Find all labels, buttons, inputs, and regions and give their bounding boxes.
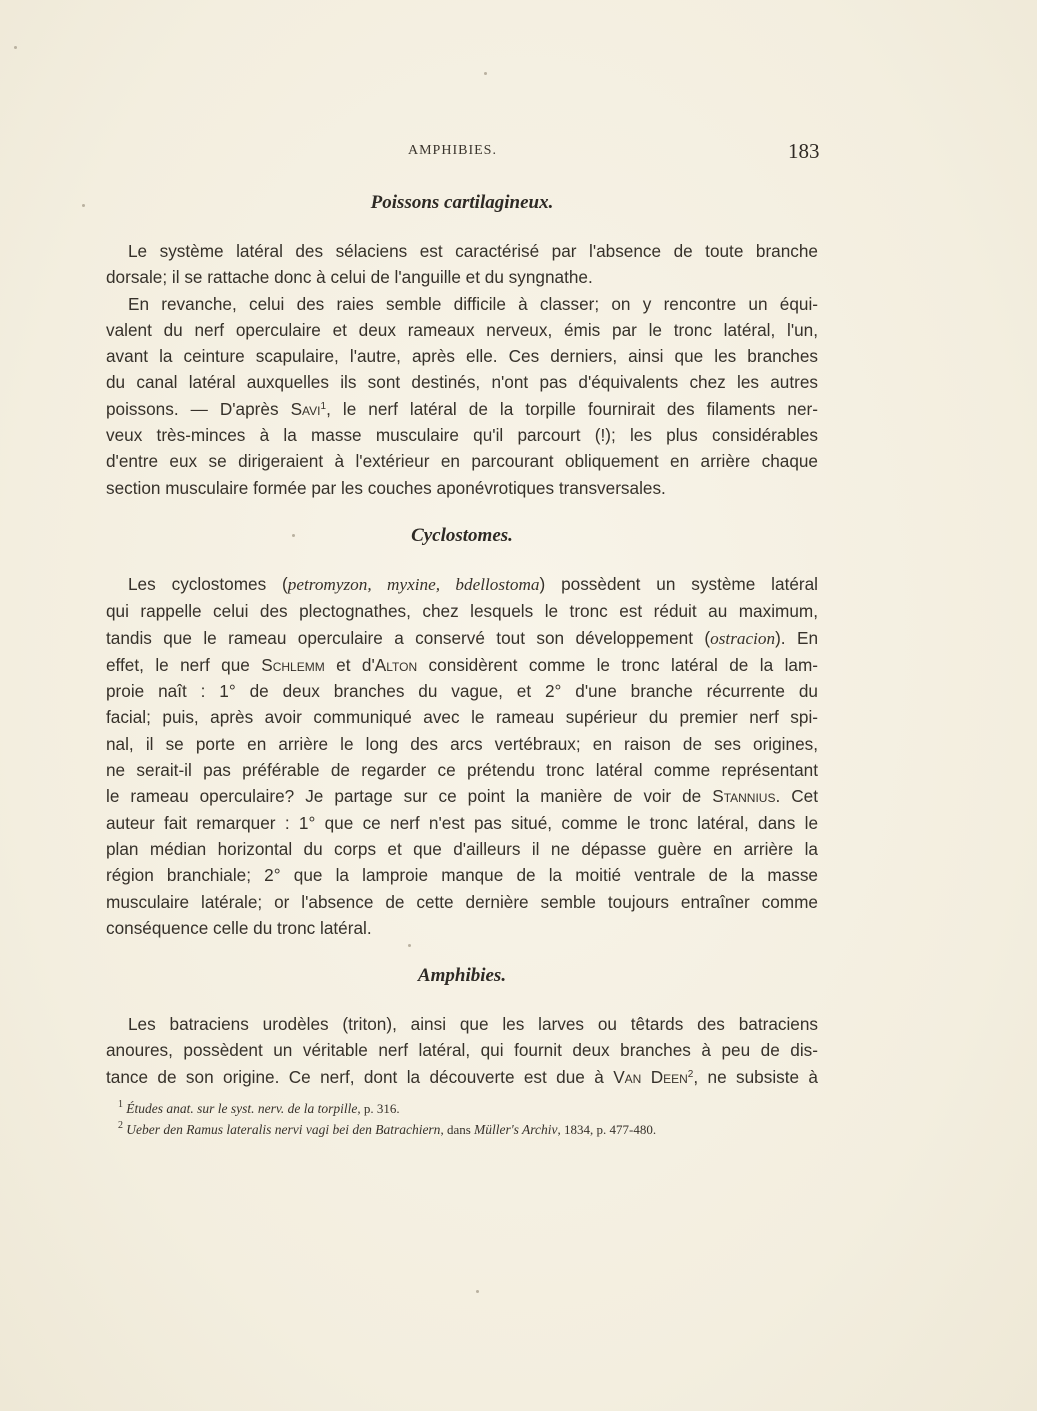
paper-speck [476, 1290, 479, 1293]
author-name: Alton [374, 654, 418, 675]
text-line: valent du nerf operculaire et deux rameaux nerveux, émis par le tronc latéral, l'un, [106, 319, 818, 340]
paper-speck [82, 204, 85, 207]
text-line [106, 783, 818, 809]
author-name: Savi [290, 398, 321, 419]
footnote-journal: Müller's Archiv [474, 1122, 558, 1137]
footnote-ref[interactable]: 2 [687, 1068, 694, 1080]
author-name: Stannius [712, 786, 776, 807]
footnote-text: , p. 316. [357, 1101, 400, 1116]
text-fragment: Les cyclostomes ( [128, 573, 288, 594]
section-title-cyclostomes: Cyclostomes. [411, 524, 513, 546]
text-line: auteur fait remarquer : 1° que ce nerf n'est pas situé, comme le tronc latéral, dans le [106, 812, 818, 833]
text-line: Les batraciens urodèles (triton), ainsi que les larves ou têtards des batraciens [128, 1014, 818, 1035]
text-line [106, 571, 818, 598]
footnote-text: , dans [440, 1122, 475, 1137]
text-line: nal, il se porte en arrière le long des arcs vertébraux; en raison de ses origines, [106, 733, 818, 754]
author-name: Van Deen [613, 1066, 688, 1087]
paragraph [106, 238, 818, 291]
text-fragment: ). En [775, 627, 818, 648]
text-line: section musculaire formée par les couches aponévrotiques transversales. [106, 477, 666, 498]
text-fragment: poissons. — D'après [106, 398, 291, 419]
footnote-ref[interactable]: 1 [320, 400, 327, 412]
footnote [118, 1098, 818, 1119]
text-line: Le système latéral des sélaciens est caractérisé par l'absence de toute branche [128, 241, 818, 261]
body-text [106, 190, 818, 1090]
text-fragment: tandis que le rameau operculaire a conservé tout son développement ( [106, 627, 711, 648]
text-line: veux très-minces à la masse musculaire qu'il parcourt (!); les plus considérables [106, 425, 818, 446]
text-fragment: , ne subsiste à [693, 1066, 818, 1087]
text-fragment: le nerf latéral de la torpille fournirait des filaments ner- [342, 398, 818, 419]
text-line: proie naît : 1° de deux branches du vague, et 2° d'une branche récurrente du [106, 681, 818, 702]
text-fragment: . Cet [775, 786, 818, 807]
genus-names: petromyzon, myxine, bdellostoma [287, 574, 540, 594]
text-line [106, 625, 818, 652]
paragraph [106, 571, 818, 941]
footnotes [118, 1098, 818, 1140]
text-line: avant la ceinture scapulaire, l'autre, après elle. Ces derniers, ainsi que les branches [106, 346, 818, 367]
text-line: ne serait-il pas préférable de regarder ce prétendu tronc latéral comme représentant [106, 760, 818, 781]
section-title-poissons: Poissons cartilagineux. [370, 192, 554, 213]
text-line: d'entre eux se dirigeraient à l'extérieur en parcourant obliquement en arrière chaque [106, 451, 818, 472]
paper-speck [484, 72, 487, 75]
genus-name: ostracion [710, 628, 776, 648]
text-line: région branchiale; 2° que la lamproie manque de la moitié ventrale de la masse [106, 865, 818, 886]
text-line: poissons. — D'après Savi$^1$, le nerf latéral de la torpille fournirait des filaments ner- [106, 398, 818, 419]
footnote-title: Ueber den Ramus lateralis nervi vagi bei den Batrachiern [126, 1122, 441, 1137]
running-title: AMPHIBIES. [408, 143, 497, 158]
page-number: 183 [788, 139, 820, 163]
text-line: musculaire latérale; or l'absence de cette dernière semble toujours entraîner comme [106, 891, 818, 912]
running-head [0, 141, 1037, 165]
footnote [118, 1119, 818, 1140]
text-line: plan médian horizontal du corps et que d'ailleurs il ne dépasse guère en arrière la [106, 838, 818, 859]
footnote-text: , 1834, p. 477-480. [557, 1122, 657, 1137]
text-line [106, 652, 818, 678]
text-line: dorsale; il se rattache donc à celui de l'anguille et du syngnathe. [106, 267, 593, 288]
text-fragment: considèrent comme le tronc latéral de la lam- [417, 654, 818, 675]
text-line [106, 1064, 818, 1090]
footnote-mark: 1 [118, 1099, 123, 1110]
text-line: facial; puis, après avoir communiqué avec le rameau supérieur du premier nerf spi- [106, 707, 818, 728]
section-title-amphibies: Amphibies. [417, 965, 507, 987]
text-line: qui rappelle celui des plectognathes, chez lesquels le tronc est réduit au maximum, [106, 601, 818, 622]
text-fragment: et d' [324, 654, 375, 675]
footnote-mark: 2 [118, 1120, 123, 1131]
paper-speck [14, 46, 17, 49]
footnote-title: Études anat. sur le syst. nerv. de la torpille [126, 1101, 358, 1116]
text-fragment: le rameau operculaire? Je partage sur ce point la manière de voir de [106, 786, 713, 807]
text-line: anoures, possèdent un véritable nerf latéral, qui fournit deux branches à peu de dis- [106, 1040, 818, 1061]
text-line: conséquence celle du tronc latéral. [106, 917, 372, 938]
text-fragment: tance de son origine. Ce nerf, dont la découverte est due à [106, 1066, 614, 1087]
text-line: du canal latéral auxquelles ils sont destinés, n'ont pas d'équivalents chez les autres [106, 372, 818, 393]
author-name: Schlemm [261, 654, 325, 675]
text-fragment: ) possèdent un système latéral [539, 573, 818, 594]
paragraph [106, 1011, 818, 1090]
text-fragment: effet, le nerf que [106, 654, 262, 675]
text-line: En revanche, celui des raies semble difficile à classer; on y rencontre un équi- [128, 293, 818, 314]
paragraph [106, 291, 818, 501]
